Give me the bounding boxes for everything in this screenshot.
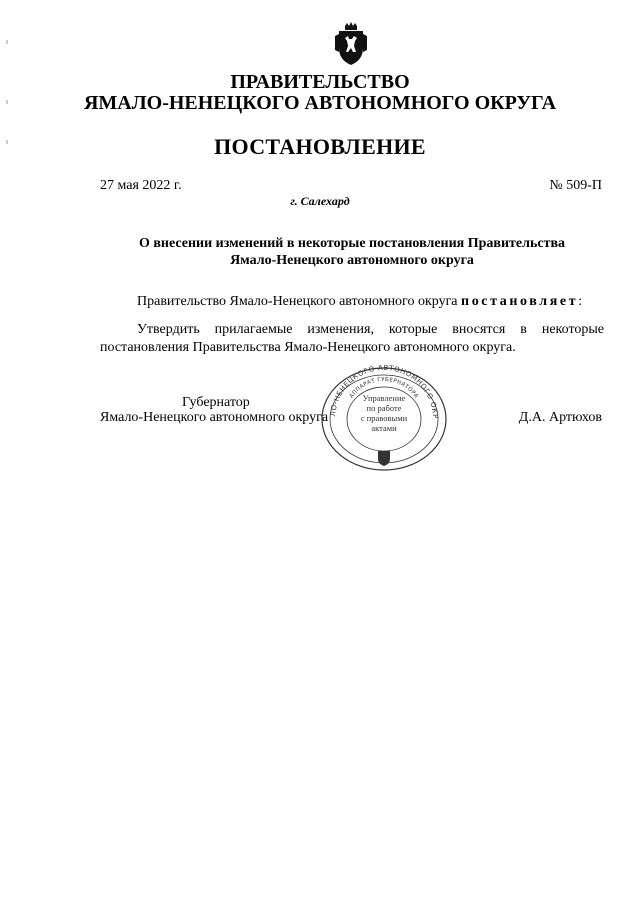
coat-of-arms-icon [330, 22, 372, 66]
stamp-center-line2: по работе [366, 403, 402, 413]
signature-name: Д.А. Артюхов [518, 410, 602, 425]
stamp-outer-text: ЛО-НЕНЕЦКОГО АВТОНОМНОГО ОКР [328, 365, 440, 420]
document-subject [100, 235, 604, 269]
government-title-line2: ЯМАЛО-НЕНЕЦКОГО АВТОНОМНОГО ОКРУГА [83, 92, 557, 114]
signature-title-line1: Губернатор [182, 395, 250, 410]
stamp-center-text [349, 393, 419, 433]
preamble-end: : [578, 294, 583, 309]
preamble-paragraph [100, 293, 604, 311]
government-title-line1: ПРАВИТЕЛЬСТВО [230, 71, 410, 93]
stamp-center-line3: с правовыми [360, 413, 408, 423]
signature-title-line2: Ямало-Ненецкого автономного округа [100, 410, 329, 425]
stamp-inner-text: АППАРАТ ГУБЕРНАТОРА [348, 376, 420, 400]
subject-line2: Ямало-Ненецкого автономного округа [230, 253, 474, 268]
document-type-title: ПОСТАНОВЛЕНИЕ [214, 134, 426, 159]
document-city: г. Салехард [290, 194, 350, 208]
preamble-text: Правительство Ямало-Ненецкого автономного округа [137, 294, 462, 309]
document-date: 27 мая 2022 г. [100, 178, 182, 193]
stamp-center-line4: актами [371, 423, 397, 433]
document-number: № 509-П [549, 178, 602, 193]
preamble-keyword: постановляет [461, 294, 579, 309]
stamp-center-line1: Управление [362, 393, 406, 403]
subject-line1: О внесении изменений в некоторые постановления Правительства [138, 236, 566, 251]
body-paragraph: Утвердить прилагаемые изменения, которые вносятся в некоторые постановления Правительства Ямало-Ненецкого автономного округа. [100, 322, 604, 355]
stamp-number: 2 [382, 459, 386, 467]
